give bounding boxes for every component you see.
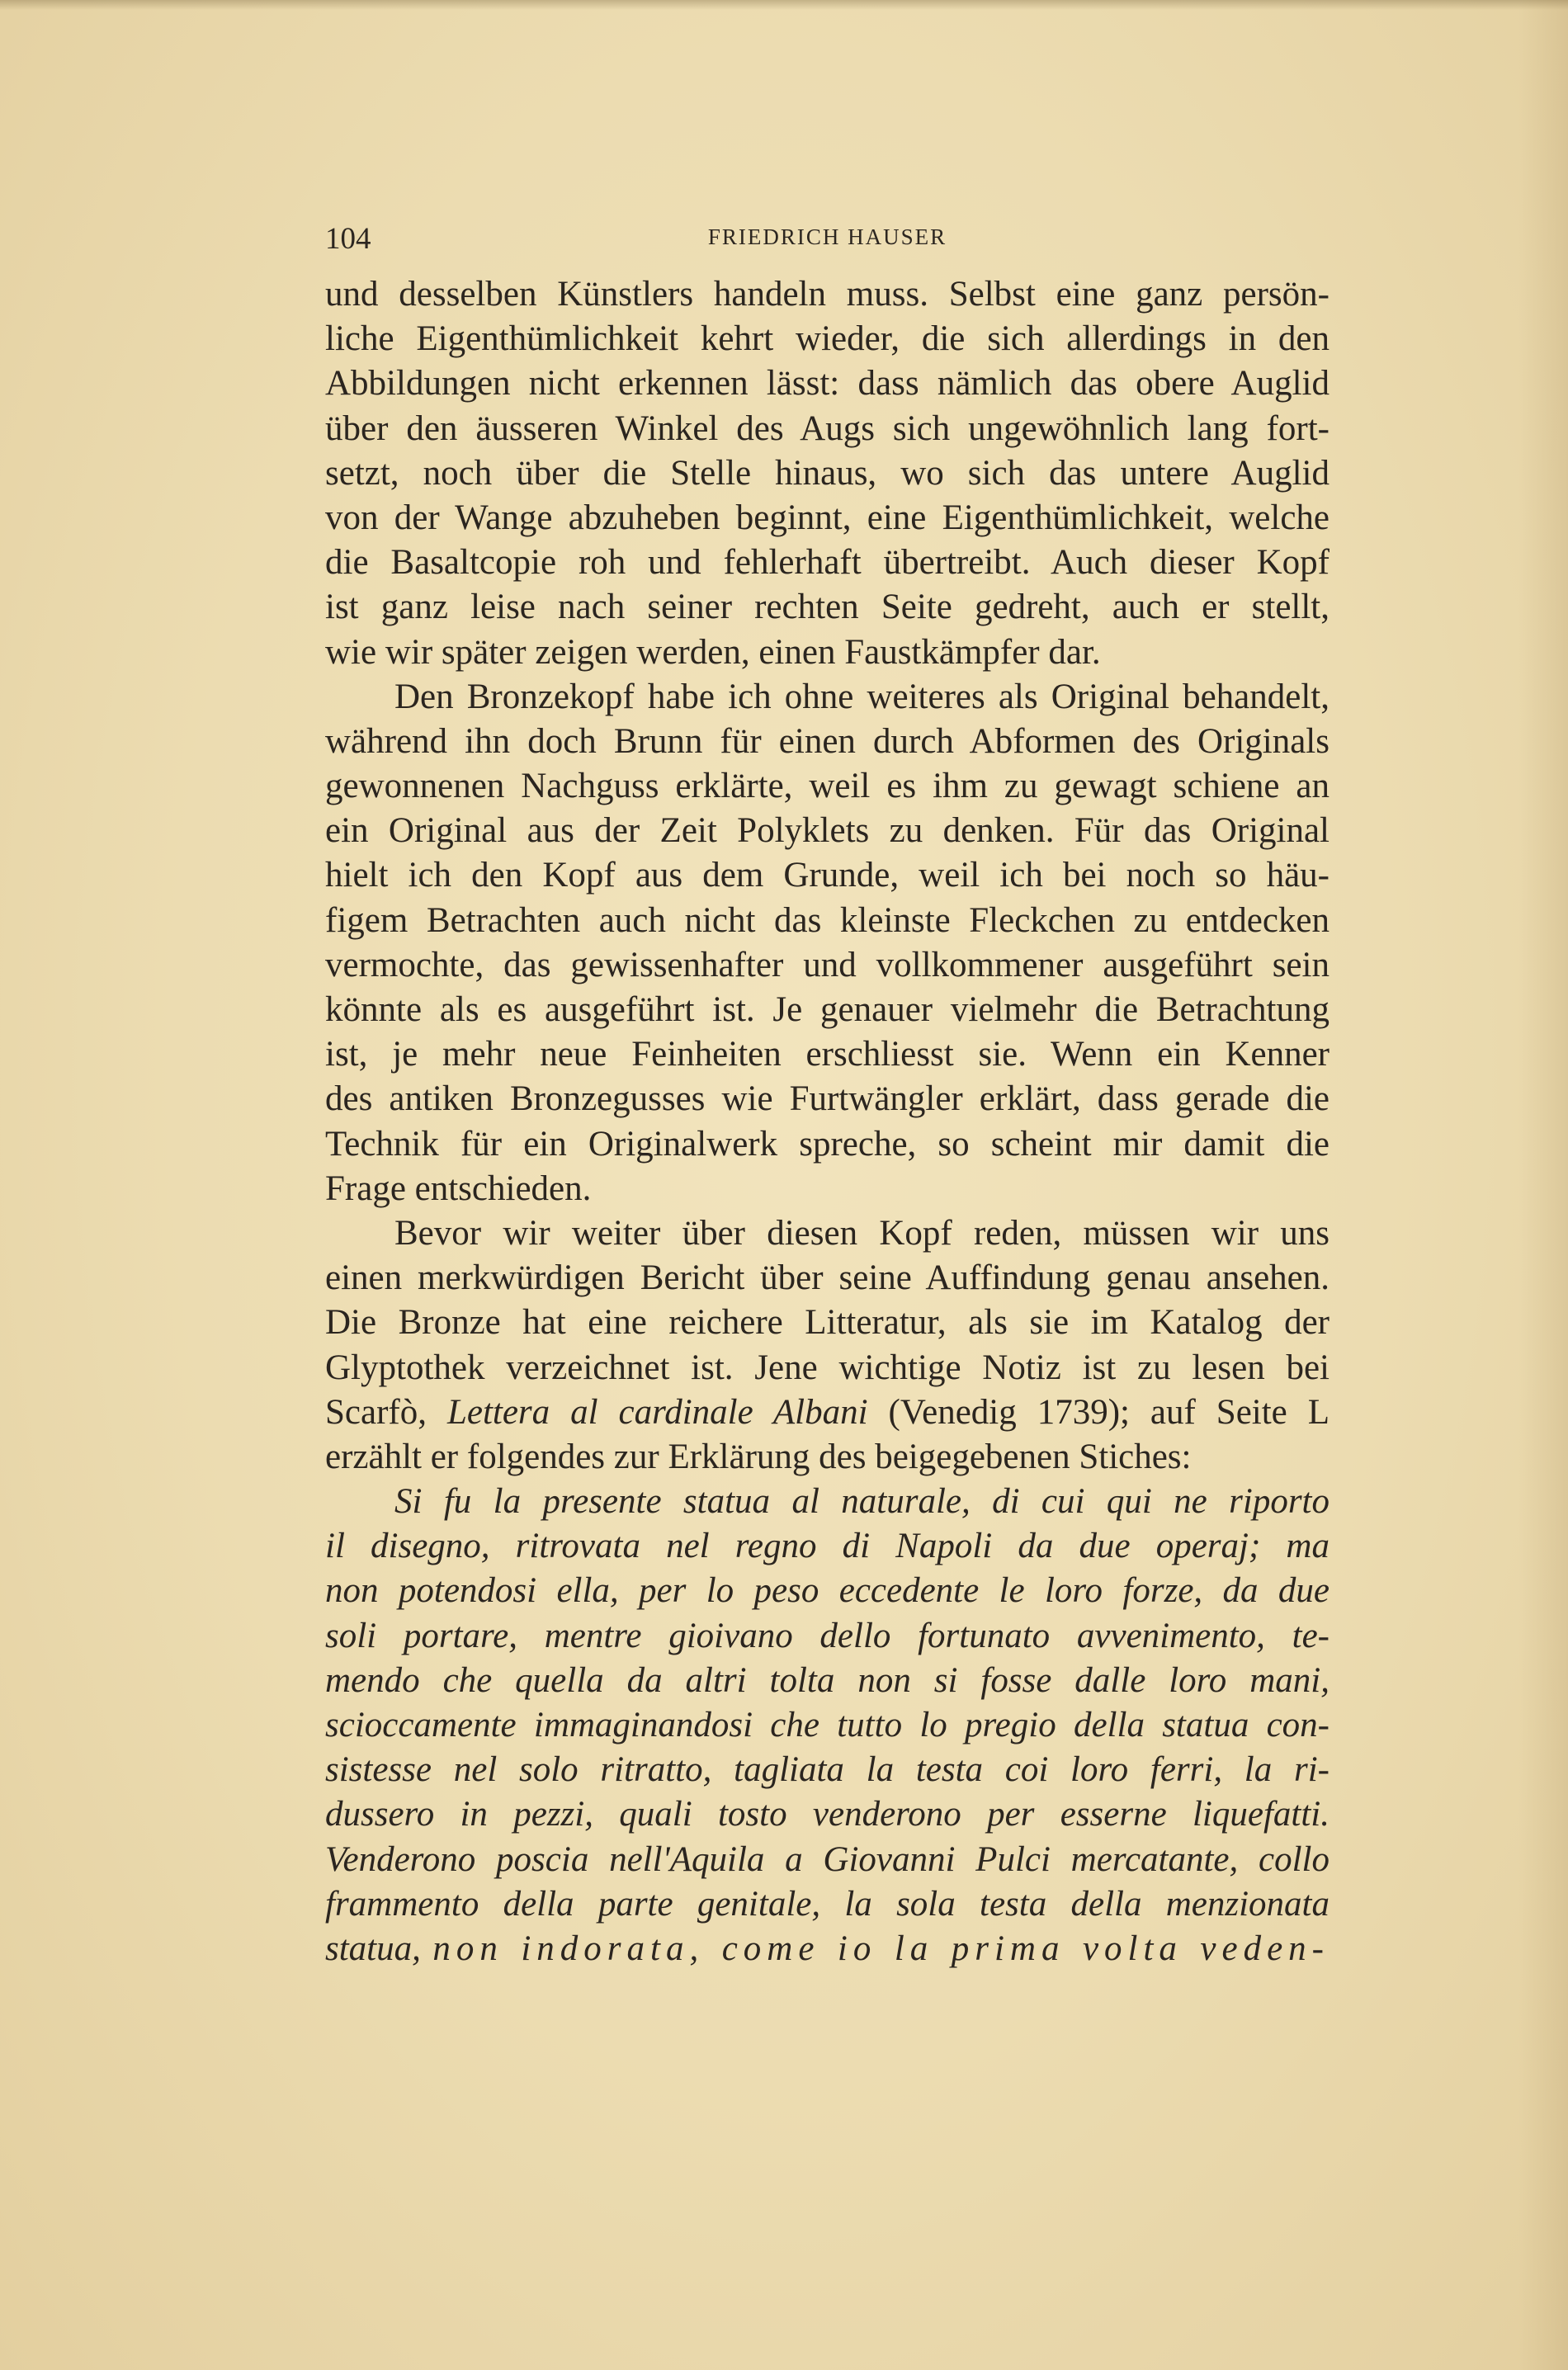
text-line: liche Eigenthümlichkeit kehrt wieder, die sich allerdings in den [325,319,1329,359]
text-line: hielt ich den Kopf aus dem Grunde, weil ich bei noch so häu- [325,856,1329,895]
book-title: Lettera al cardinale Albani [446,1392,868,1432]
text-line: Frage entschieden. [325,1168,592,1208]
quote-line: il disegno, ritrovata nel regno di Napoli da due operaj; ma [325,1527,1329,1566]
text-line: könnte als es ausgeführt ist. Je genauer vielmehr die Betrachtung [325,990,1329,1029]
text-line: die Basaltcopie roh und fehlerhaft übertreibt. Auch dieser Kopf [325,543,1329,583]
paragraph-3 [325,1211,1329,1480]
text-line: Abbildungen nicht erkennen lässt: dass nämlich das obere Auglid [325,364,1329,404]
text-line: über den äusseren Winkel des Augs sich ungewöhnlich lang fort- [325,408,1329,448]
text-line: Glyptothek verzeichnet ist. Jene wichtige Notiz ist zu lesen bei [325,1348,1329,1387]
text-line: Die Bronze hat eine reichere Litteratur, als sie im Katalog der [325,1303,1329,1343]
text-line: gewonnenen Nachguss erklärte, weil es ihm zu gewagt schiene an [325,767,1329,806]
page-right-shadow [1518,0,1568,2370]
quote-line: frammento della parte genitale, la sola testa della menzionata [325,1884,1329,1924]
text-line: ist, je mehr neue Feinheiten erschliesst sie. Wenn ein Kenner [325,1035,1329,1074]
text-line: ist ganz leise nach seiner rechten Seite gedreht, auch er stellt, [325,588,1329,627]
text-line: ein Original aus der Zeit Polyklets zu denken. Für das Original [325,811,1329,851]
paragraph-1 [325,272,1329,675]
running-title: FRIEDRICH HAUSER [707,224,947,249]
quote-line [325,1927,1329,1971]
text-fragment: statua, [325,1929,433,1968]
text-line: Bevor wir weiter über diesen Kopf reden, müssen wir uns [394,1213,1329,1253]
text-line: einen merkwürdigen Bericht über seine Auffindung genau ansehen. [325,1258,1329,1298]
text-line: des antiken Bronzegusses wie Furtwängler erklärt, dass gerade die [325,1079,1329,1119]
page-number: 104 [325,222,371,256]
quote-line: dussero in pezzi, quali tosto venderono per esserne liquefatti. [325,1795,1329,1834]
quote-line: soli portare, mentre gioivano dello fortunato avvenimento, te- [325,1616,1329,1655]
quote-line: non potendosi ella, per lo peso eccedente le loro forze, da due [325,1571,1329,1611]
text-line: Technik für ein Originalwerk spreche, so scheint mir damit die [325,1124,1329,1164]
quote-line: scioccamente immaginandosi che tutto lo pregio della statua con- [325,1706,1329,1744]
quote-line: mendo che quella da altri tolta non si fosse dalle loro mani, [325,1660,1329,1700]
text-fragment: Scarfò, [325,1392,447,1432]
quote-line: Si fu la presente statua al naturale, di cui qui ne riporto [394,1482,1329,1522]
text-line: setzt, noch über die Stelle hinaus, wo sich das untere Auglid [325,453,1329,493]
text-line: während ihn doch Brunn für einen durch Abformen des Originals [325,721,1329,761]
text-line: vermochte, das gewissenhafter und vollkommener ausgeführt sein [325,945,1329,984]
italian-quotation [325,1480,1329,1971]
paragraph-2 [325,675,1329,1211]
text-line: figem Betrachten auch nicht das kleinste Fleckchen zu entdecken [325,900,1329,940]
text-line: und desselben Künstlers handeln muss. Selbst eine ganz persön- [325,275,1329,314]
page-top-shadow [0,0,1568,10]
text-line-with-title [325,1390,1329,1435]
body-text [325,272,1329,1971]
quote-line: Venderono poscia nell'Aquila a Giovanni Pulci mercatante, collo [325,1839,1329,1879]
spaced-text: non indorata, come io la prima volta veden- [432,1929,1329,1968]
text-line: erzählt er folgendes zur Erklärung des beigegebenen Stiches: [325,1437,1192,1476]
quote-line: sistesse nel solo ritratto, tagliata la testa coi loro ferri, la ri- [325,1750,1329,1790]
text-line: Den Bronzekopf habe ich ohne weiteres als Original behandelt, [394,677,1329,716]
text-line: wie wir später zeigen werden, einen Faustkämpfer dar. [325,632,1101,672]
page-header [325,221,1329,262]
text-line: von der Wange abzuheben beginnt, eine Eigenthümlichkeit, welche [325,498,1329,537]
text-fragment: (Venedig 1739); auf Seite L [867,1392,1329,1432]
